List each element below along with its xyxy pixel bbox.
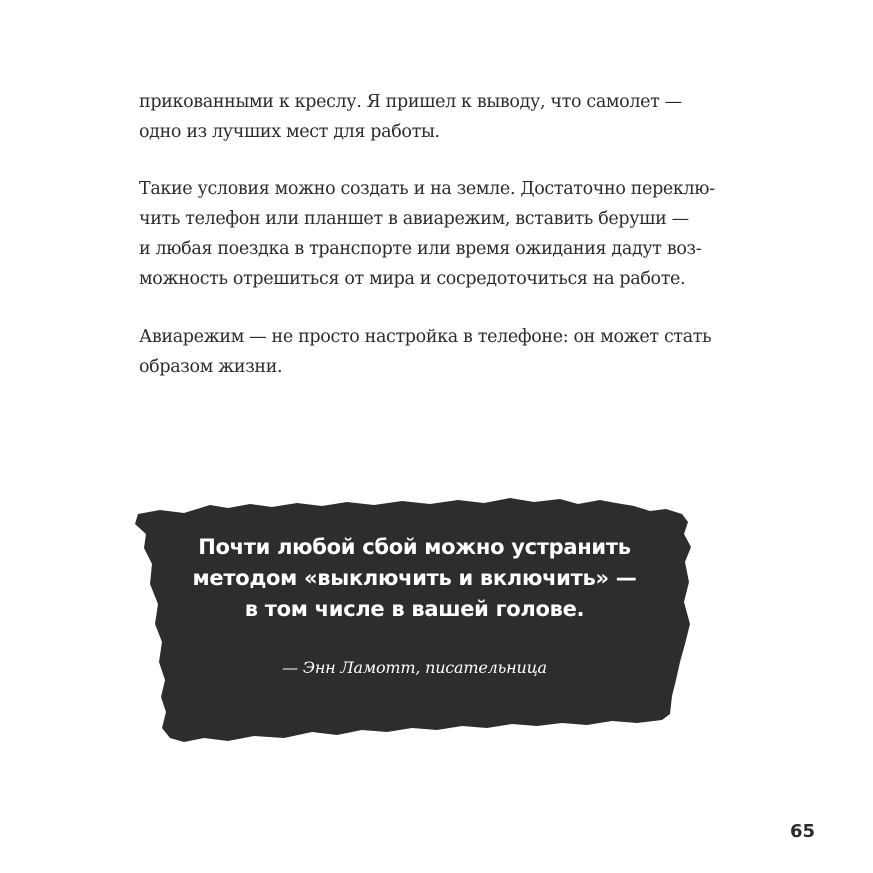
paragraph-line: Авиарежим — не просто настройка в телефоне: он может стать <box>139 327 712 347</box>
paragraph-2 <box>139 174 719 294</box>
quote-line: Почти любой сбой можно устранить <box>198 535 631 559</box>
paragraph-line: одно из лучших мест для работы. <box>139 122 440 142</box>
paragraph-1 <box>139 87 719 147</box>
paragraph-line: и любая поездка в транспорте или время ожидания дадут воз- <box>139 239 702 259</box>
quote-author: — Энн Ламотт, писательница <box>282 658 547 677</box>
paragraph-line: Такие условия можно создать и на земле. Достаточно переклю- <box>139 179 715 199</box>
paragraph-line: чить телефон или планшет в авиарежим, вставить беруши — <box>139 209 689 229</box>
quote-text <box>132 532 697 625</box>
paragraph-3 <box>139 322 719 382</box>
paragraph-line: прикованными к креслу. Я пришел к выводу, что самолет — <box>139 92 682 112</box>
quote-line: методом «выключить и включить» — <box>192 566 637 590</box>
paragraph-line: можность отрешиться от мира и сосредоточиться на работе. <box>139 269 686 289</box>
paragraph-line: образом жизни. <box>139 357 283 377</box>
page-number: 65 <box>790 821 816 842</box>
quote-callout <box>132 492 697 748</box>
quote-line: в том числе в вашей голове. <box>244 597 585 621</box>
